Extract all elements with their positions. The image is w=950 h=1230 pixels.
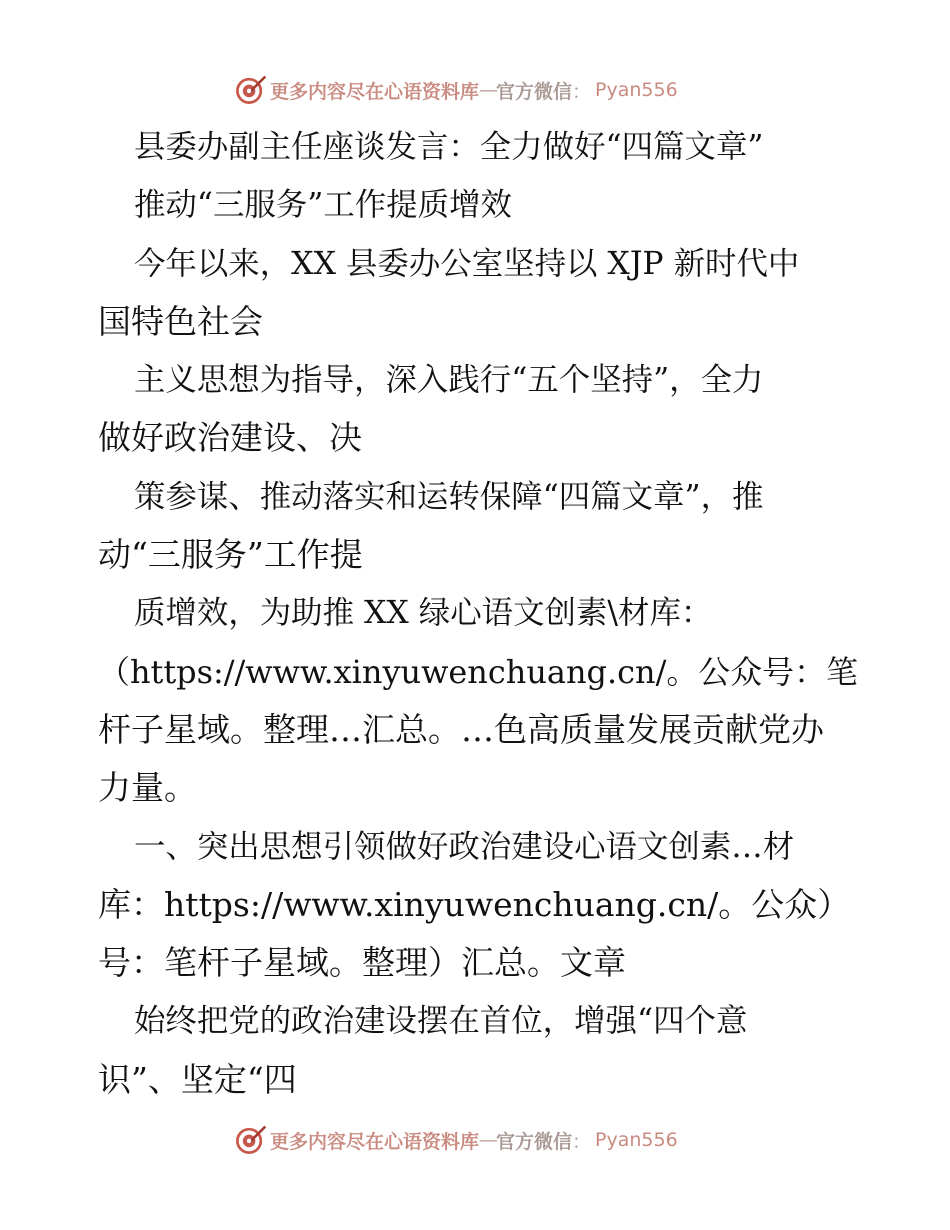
paragraph-line: 今年以来，XX 县委办公室坚持以 XJP 新时代中 <box>134 245 800 282</box>
watermark-separator: — <box>479 79 497 101</box>
section-heading-line: 号：笔杆子星域。整理）汇总。文章 <box>98 943 626 983</box>
paragraph-line: 国特色社会 <box>98 301 263 341</box>
document-body <box>98 118 858 1109</box>
watermark-separator: — <box>479 1129 497 1151</box>
title-line-2: 推动“三服务”工作提质增效 <box>134 187 512 224</box>
watermark-slogan: 更多内容尽在心语资料库 <box>270 80 480 103</box>
header-watermark <box>232 72 712 108</box>
title-line-1: 县委办副主任座谈发言：全力做好“四篇文章” <box>134 129 764 165</box>
watermark-account: Pyan556 <box>595 79 678 101</box>
watermark-account: Pyan556 <box>595 1129 678 1151</box>
footer-watermark <box>232 1122 712 1158</box>
paragraph-line: 力量。 <box>98 768 197 808</box>
paragraph-line: 做好政治建设、决 <box>98 418 362 458</box>
paragraph-line: （https://www.xinyuwenchuang.cn/。公众号：笔 <box>98 652 858 691</box>
paragraph-line: 策参谋、推动落实和运转保障“四篇文章”，推 <box>134 478 764 515</box>
paragraph-line: 主义思想为指导，深入践行“五个坚持”，全力 <box>134 362 764 399</box>
section-heading-line: 一、突出思想引领做好政治建设心语文创素…材 <box>134 828 795 865</box>
quill-pen-seal-icon <box>232 72 268 108</box>
watermark-official-label: 官方微信 <box>496 80 573 103</box>
paragraph-line: 杆子星域。整理…汇总。…色高质量发展贡献党办 <box>98 709 824 749</box>
quill-pen-seal-icon <box>232 1122 268 1158</box>
watermark-colon: ： <box>572 1130 592 1153</box>
paragraph-line: 动“三服务”工作提 <box>98 535 363 575</box>
paragraph-line: 识”、坚定“四 <box>98 1059 297 1099</box>
watermark-colon: ： <box>572 80 592 103</box>
watermark-official-label: 官方微信 <box>496 1130 573 1153</box>
section-heading-line: 库：https://www.xinyuwenchuang.cn/。公众） <box>98 884 851 924</box>
paragraph-line: 质增效，为助推 XX 绿心语文创素\材库： <box>134 595 713 632</box>
paragraph-line: 始终把党的政治建设摆在首位，增强“四个意 <box>134 1003 748 1040</box>
watermark-slogan: 更多内容尽在心语资料库 <box>270 1130 480 1153</box>
